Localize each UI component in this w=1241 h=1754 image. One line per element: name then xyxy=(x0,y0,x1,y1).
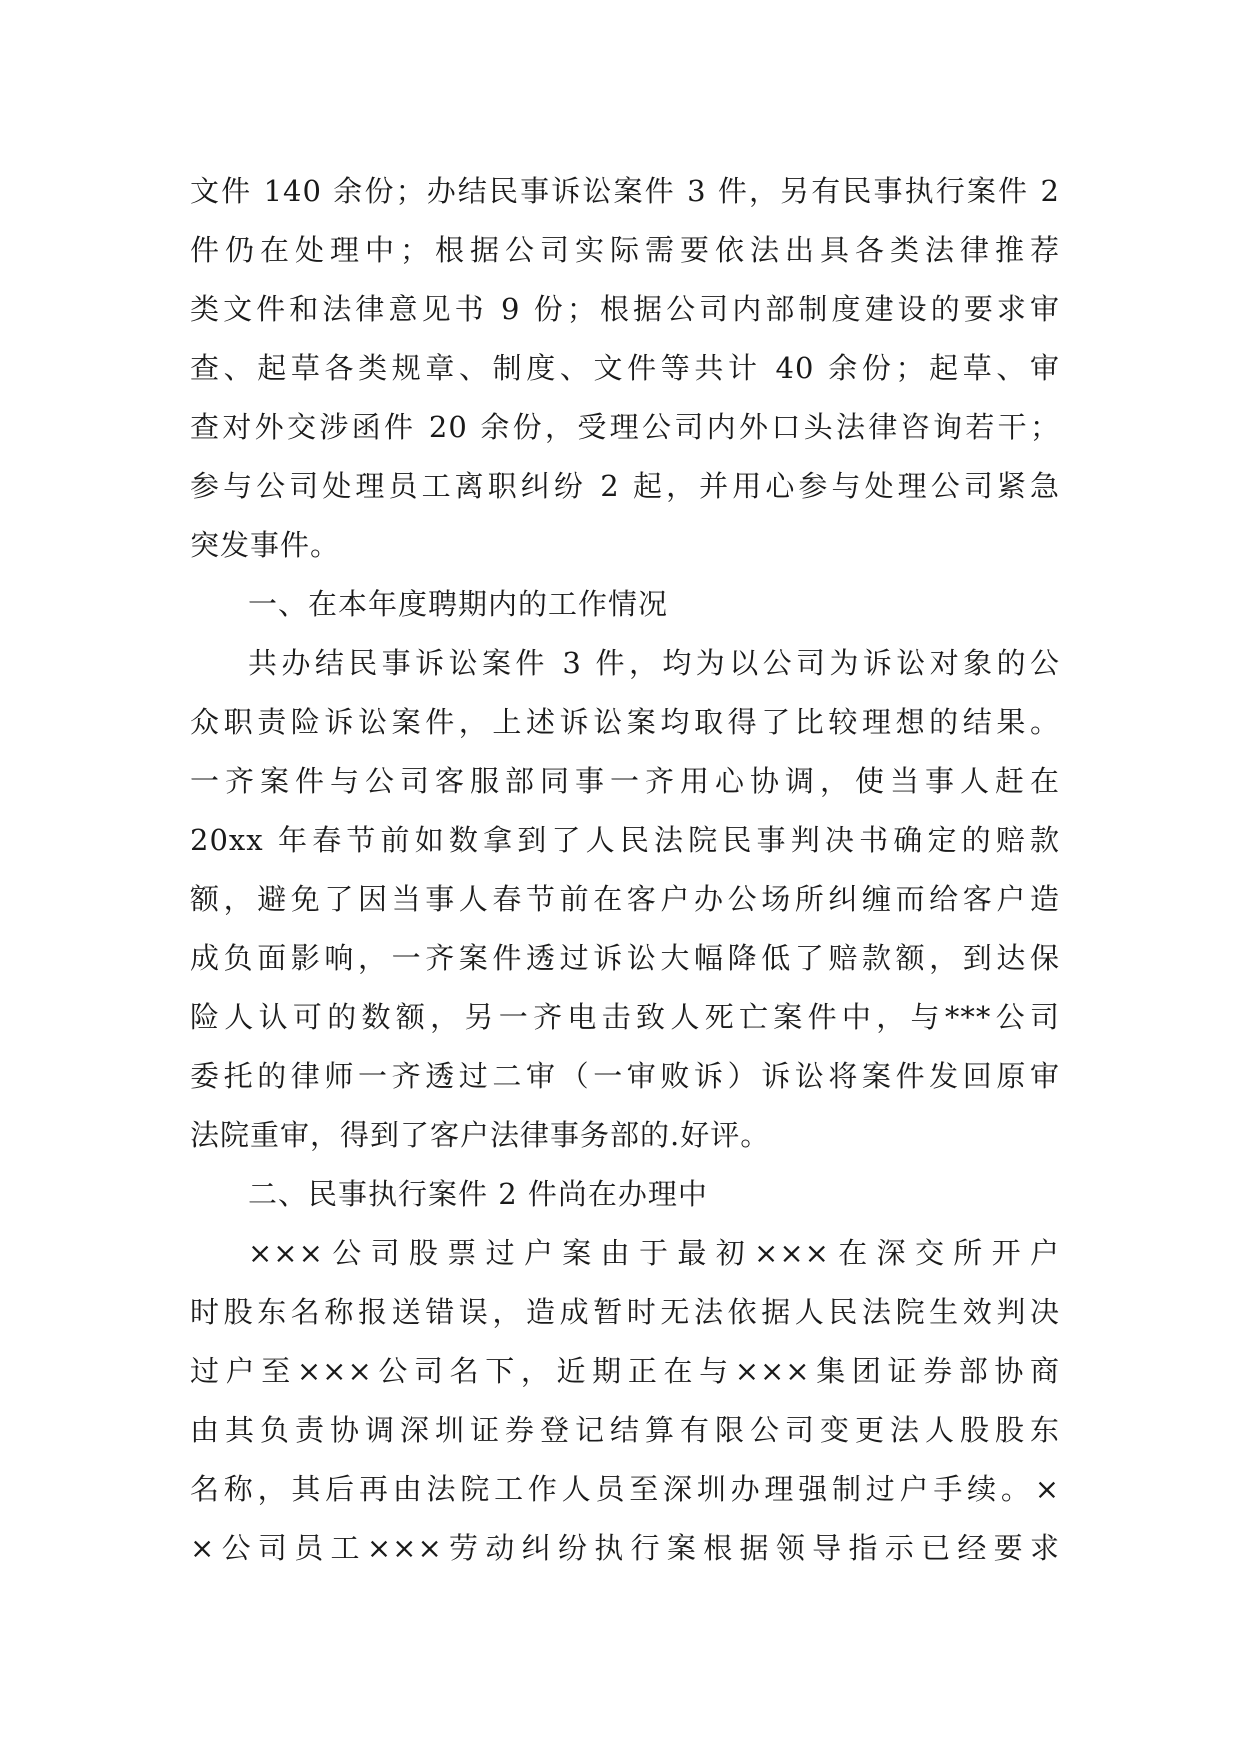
text-line: 名称，其后再由法院工作人员至深圳办理强制过户手续。× xyxy=(190,1472,1060,1506)
text-line: 20xx 年春节前如数拿到了人民法院民事判决书确定的赔款 xyxy=(190,823,1060,857)
text-line: 突发事件。 xyxy=(190,528,341,562)
document-body xyxy=(190,162,1060,1578)
text-line: 过户至×××公司名下，近期正在与×××集团证券部协商 xyxy=(190,1354,1060,1388)
text-line: 由其负责协调深圳证券登记结算有限公司变更法人股股东 xyxy=(190,1413,1060,1447)
text-line: 时股东名称报送错误，造成暂时无法依据人民法院生效判决 xyxy=(190,1295,1060,1329)
text-line: 法院重审，得到了客户法律事务部的.好评。 xyxy=(190,1118,771,1152)
text-line: 查、起草各类规章、制度、文件等共计 40 余份；起草、审 xyxy=(190,351,1060,385)
text-line: 件仍在处理中；根据公司实际需要依法出具各类法律推荐 xyxy=(190,233,1060,267)
text-line: 一齐案件与公司客服部同事一齐用心协调，使当事人赶在 xyxy=(190,764,1060,798)
text-line: 成负面影响，一齐案件透过诉讼大幅降低了赔款额，到达保 xyxy=(190,941,1060,975)
text-line: 类文件和法律意见书 9 份；根据公司内部制度建设的要求审 xyxy=(190,292,1060,326)
text-line: 参与公司处理员工离职纠纷 2 起，并用心参与处理公司紧急 xyxy=(190,469,1060,503)
text-line: 众职责险诉讼案件，上述诉讼案均取得了比较理想的结果。 xyxy=(190,705,1060,739)
text-line: 共办结民事诉讼案件 3 件，均为以公司为诉讼对象的公 xyxy=(248,646,1060,680)
section-heading: 二、民事执行案件 2 件尚在办理中 xyxy=(248,1177,708,1211)
text-line: 险人认可的数额，另一齐电击致人死亡案件中，与***公司 xyxy=(190,1000,1060,1034)
text-line: 查对外交涉函件 20 余份，受理公司内外口头法律咨询若干； xyxy=(190,410,1060,444)
text-line: 文件 140 余份；办结民事诉讼案件 3 件，另有民事执行案件 2 xyxy=(190,174,1060,208)
text-line: ×××公司股票过户案由于最初×××在深交所开户 xyxy=(248,1236,1060,1270)
text-line: 委托的律师一齐透过二审（一审败诉）诉讼将案件发回原审 xyxy=(190,1059,1060,1093)
text-line: ×公司员工×××劳动纠纷执行案根据领导指示已经要求 xyxy=(190,1531,1060,1565)
section-heading: 一、在本年度聘期内的工作情况 xyxy=(248,587,669,621)
text-line: 额，避免了因当事人春节前在客户办公场所纠缠而给客户造 xyxy=(190,882,1060,916)
